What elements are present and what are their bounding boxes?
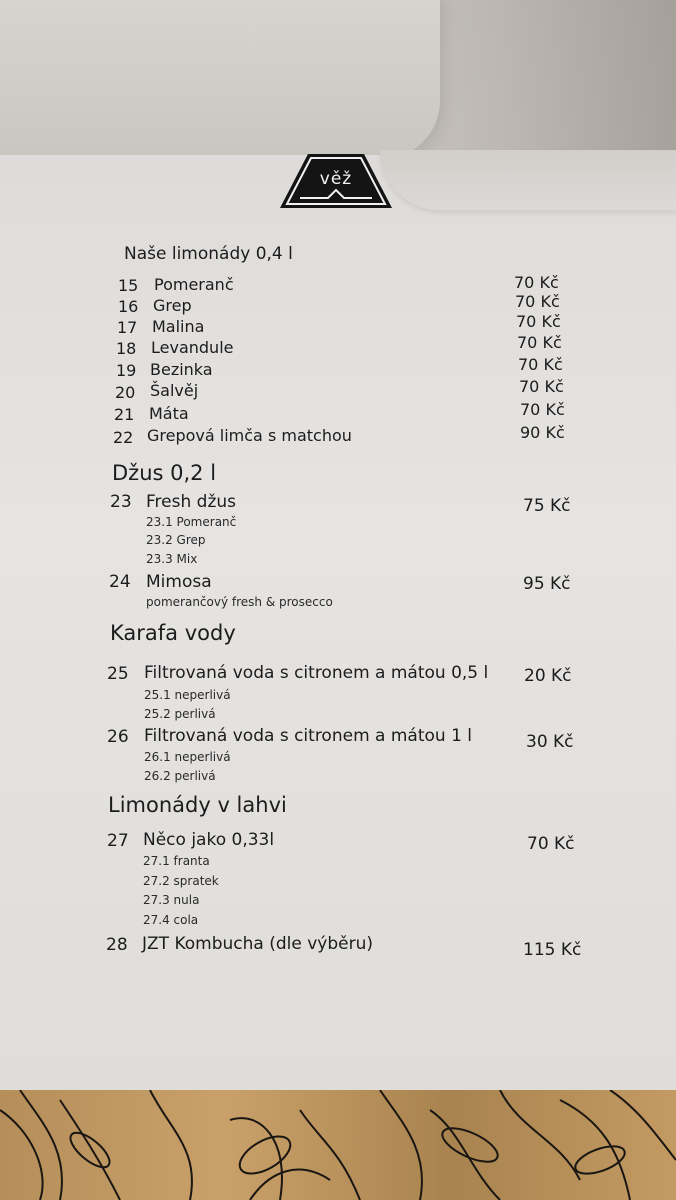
- pocket-flap: [380, 150, 676, 210]
- item-name: Bezinka: [150, 360, 213, 379]
- item-number: 16: [118, 297, 139, 316]
- item-price: 70 Kč: [515, 292, 560, 311]
- item-number: 23: [110, 492, 132, 512]
- item-price: 70 Kč: [519, 377, 564, 396]
- item-option: 27.2 spratek: [143, 874, 219, 888]
- top-paper-sheet: [0, 0, 440, 160]
- item-price: 70 Kč: [514, 273, 559, 292]
- item-number: 20: [115, 383, 136, 402]
- item-name: Levandule: [151, 338, 234, 357]
- item-option: 23.3 Mix: [146, 552, 198, 566]
- item-name: Šalvěj: [150, 381, 199, 400]
- leaf-pattern-icon: [0, 1090, 676, 1200]
- item-price: 95 Kč: [523, 574, 571, 594]
- item-option: 27.4 cola: [143, 913, 199, 927]
- item-option: 26.2 perlivá: [144, 769, 216, 783]
- item-option: 25.2 perlivá: [144, 707, 216, 721]
- item-name: Pomeranč: [154, 275, 234, 294]
- item-price: 70 Kč: [516, 312, 561, 331]
- item-number: 22: [113, 428, 134, 447]
- item-number: 19: [116, 361, 137, 380]
- item-name: Grepová limča s matchou: [147, 426, 352, 445]
- item-price: 70 Kč: [517, 333, 562, 352]
- item-name: Mimosa: [146, 572, 212, 592]
- item-price: 90 Kč: [520, 423, 565, 442]
- item-price: 115 Kč: [523, 940, 582, 960]
- logo-text: věž: [319, 169, 353, 189]
- item-number: 26: [107, 727, 129, 747]
- item-name: Něco jako 0,33l: [143, 830, 275, 850]
- item-price: 30 Kč: [526, 732, 574, 752]
- item-name: Fresh džus: [146, 492, 236, 512]
- wooden-table: [0, 1090, 676, 1200]
- item-description: pomerančový fresh & prosecco: [146, 595, 333, 609]
- item-option: 23.1 Pomeranč: [146, 515, 237, 529]
- item-option: 26.1 neperlivá: [144, 750, 231, 764]
- section-title: Limonády v lahvi: [108, 793, 287, 817]
- item-number: 24: [109, 572, 131, 592]
- item-option: 25.1 neperlivá: [144, 688, 231, 702]
- item-name: Filtrovaná voda s citronem a mátou 1 l: [144, 726, 473, 746]
- item-price: 70 Kč: [518, 355, 563, 374]
- section-title: Džus 0,2 l: [112, 461, 217, 485]
- item-price: 20 Kč: [524, 666, 572, 686]
- vez-logo: [278, 152, 394, 212]
- item-number: 27: [107, 831, 129, 851]
- item-number: 15: [118, 276, 139, 295]
- item-number: 21: [114, 405, 135, 424]
- item-name: Filtrovaná voda s citronem a mátou 0,5 l: [144, 663, 489, 683]
- item-number: 25: [107, 664, 129, 684]
- item-price: 70 Kč: [520, 400, 565, 419]
- item-option: 27.3 nula: [143, 893, 200, 907]
- item-number: 18: [116, 339, 137, 358]
- item-name: JZT Kombucha (dle výběru): [142, 934, 373, 954]
- item-option: 23.2 Grep: [146, 533, 206, 547]
- section-title: Karafa vody: [110, 621, 236, 645]
- item-number: 28: [106, 935, 128, 955]
- item-name: Grep: [153, 296, 192, 315]
- item-name: Malina: [152, 317, 205, 336]
- item-option: 27.1 franta: [143, 854, 210, 868]
- item-price: 70 Kč: [527, 834, 575, 854]
- section-title: Naše limonády 0,4 l: [124, 244, 293, 264]
- item-number: 17: [117, 318, 138, 337]
- item-name: Máta: [149, 404, 189, 423]
- item-price: 75 Kč: [523, 496, 571, 516]
